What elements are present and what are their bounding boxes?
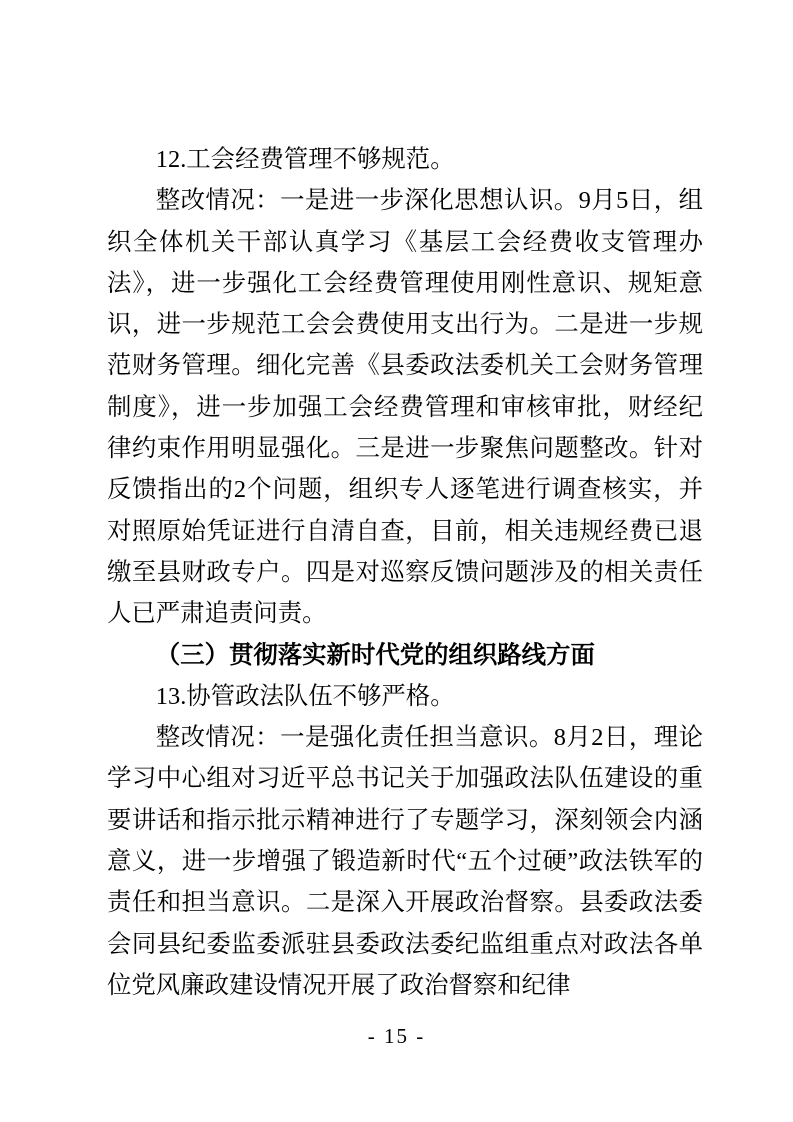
- page-number: - 15 -: [367, 1024, 426, 1048]
- section-heading-3: （三）贯彻落实新时代党的组织路线方面: [155, 641, 595, 669]
- item-heading-12: 12.工会经费管理不够规范。: [155, 146, 455, 173]
- item-heading-13: 13.协管政法队伍不够严格。: [155, 682, 455, 710]
- rectification-paragraph-12: 整改情况：一是进一步深化思想认识。9月5日，组织全体机关干部认真学习《基层工会经费收支管理办法》，进一步强化工会经费管理使用刚性意识、规矩意识，进一步规范工会会费使用支出行为。二是进一步规范财务管理。细化完善《县委政法委机关工会财务管理制度》，进一步加强工会经费管理和审核审批，财经纪律约束作用明显强化。三是进一步聚焦问题整改。针对反馈指出的2个问题，组织专人逐笔进行调查核实，并对照原始凭证进行自清自查，目前，相关违规经费已退缴至县财政专户。四是对巡察反馈问题涉及的相关责任人已严肃追责问责。: [107, 187, 703, 628]
- document-text-block: [107, 139, 703, 1006]
- rectification-paragraph-13: 整改情况：一是强化责任担当意识。8月2日，理论学习中心组对习近平总书记关于加强政法队伍建设的重要讲话和指示批示精神进行了专题学习，深刻领会内涵意义，进一步增强了锻造新时代“五个过硬”政法铁军的责任和担当意识。二是深入开展政治督察。县委政法委会同县纪委监委派驻县委政法委纪监组重点对政法各单位党风廉政建设情况开展了政治督察和纪律: [107, 724, 703, 999]
